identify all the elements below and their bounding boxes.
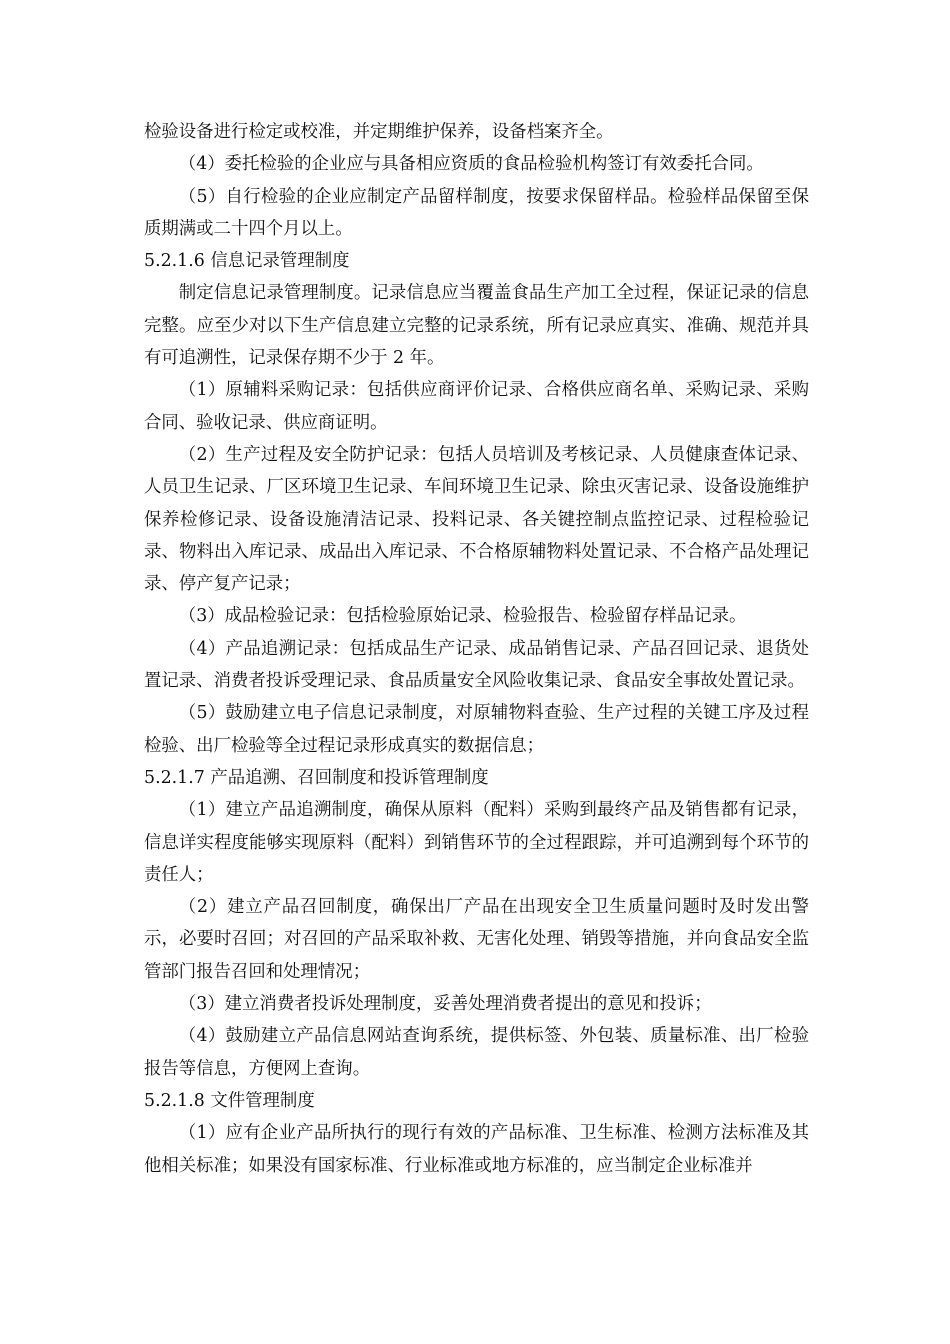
paragraph: （3）建立消费者投诉处理制度，妥善处理消费者提出的意见和投诉； (178, 994, 712, 1015)
paragraph: （1）原辅料采购记录：包括供应商评价记录、合格供应商名单、采购记录、采购合同、验收记录、供应商证明。 (144, 380, 809, 433)
paragraph: （5）鼓励建立电子信息记录制度，对原辅物料查验、生产过程的关键工序及过程检验、出厂检验等全过程记录形成真实的数据信息； (144, 703, 809, 756)
paragraph: （4）鼓励建立产品信息网站查询系统，提供标签、外包装、质量标准、出厂检验报告等信息，方便网上查询。 (144, 1026, 809, 1079)
section-heading: 5.2.1.8 文件管理制度 (144, 1090, 315, 1111)
paragraph: （2）建立产品召回制度，确保出厂产品在出现安全卫生质量问题时及时发出警示，必要时召回；对召回的产品采取补救、无害化处理、销毁等措施，并向食品安全监管部门报告召回和处理情况； (144, 897, 809, 982)
paragraph: （4）委托检验的企业应与具备相应资质的食品检验机构签订有效委托合同。 (178, 154, 764, 175)
section-heading: 5.2.1.6 信息记录管理制度 (144, 251, 350, 272)
paragraph: 检验设备进行检定或校准，并定期维护保养，设备档案齐全。 (144, 122, 614, 142)
document-body (144, 116, 809, 1182)
paragraph: （2）生产过程及安全防护记录：包括人员培训及考核记录、人员健康查体记录、人员卫生记录、厂区环境卫生记录、车间环境卫生记录、除虫灭害记录、设备设施维护保养检修记录、设备设施清洁记录、投料记录、各关键控制点监控记录、过程检验记录、物料出入库记录、成品出入库记录、不合格原辅物料处置记录、不合格产品处理记录、停产复产记录； (144, 444, 809, 595)
paragraph: （4）产品追溯记录：包括成品生产记录、成品销售记录、产品召回记录、退货处置记录、消费者投诉受理记录、食品质量安全风险收集记录、食品安全事故处置记录。 (144, 638, 809, 692)
paragraph: 制定信息记录管理制度。记录信息应当覆盖食品生产加工全过程，保证记录的信息完整。应至少对以下生产信息建立完整的记录系统，所有记录应真实、准确、规范并具有可追溯性，记录保存期不少于 2 年。 (144, 283, 809, 369)
paragraph: （5）自行检验的企业应制定产品留样制度，按要求保留样品。检验样品保留至保质期满或二十四个月以上。 (144, 186, 809, 239)
paragraph: （3）成品检验记录：包括检验原始记录、检验报告、检验留存样品记录。 (178, 606, 747, 627)
paragraph: （1）建立产品追溯制度，确保从原料（配料）采购到最终产品及销售都有记录，信息详实程度能够实现原料（配料）到销售环节的全过程跟踪，并可追溯到每个环节的责任人； (144, 800, 809, 885)
paragraph: （1）应有企业产品所执行的现行有效的产品标准、卫生标准、检测方法标准及其他相关标准；如果没有国家标准、行业标准或地方标准的，应当制定企业标准并 (144, 1123, 809, 1176)
section-heading: 5.2.1.7 产品追溯、召回制度和投诉管理制度 (144, 767, 489, 788)
